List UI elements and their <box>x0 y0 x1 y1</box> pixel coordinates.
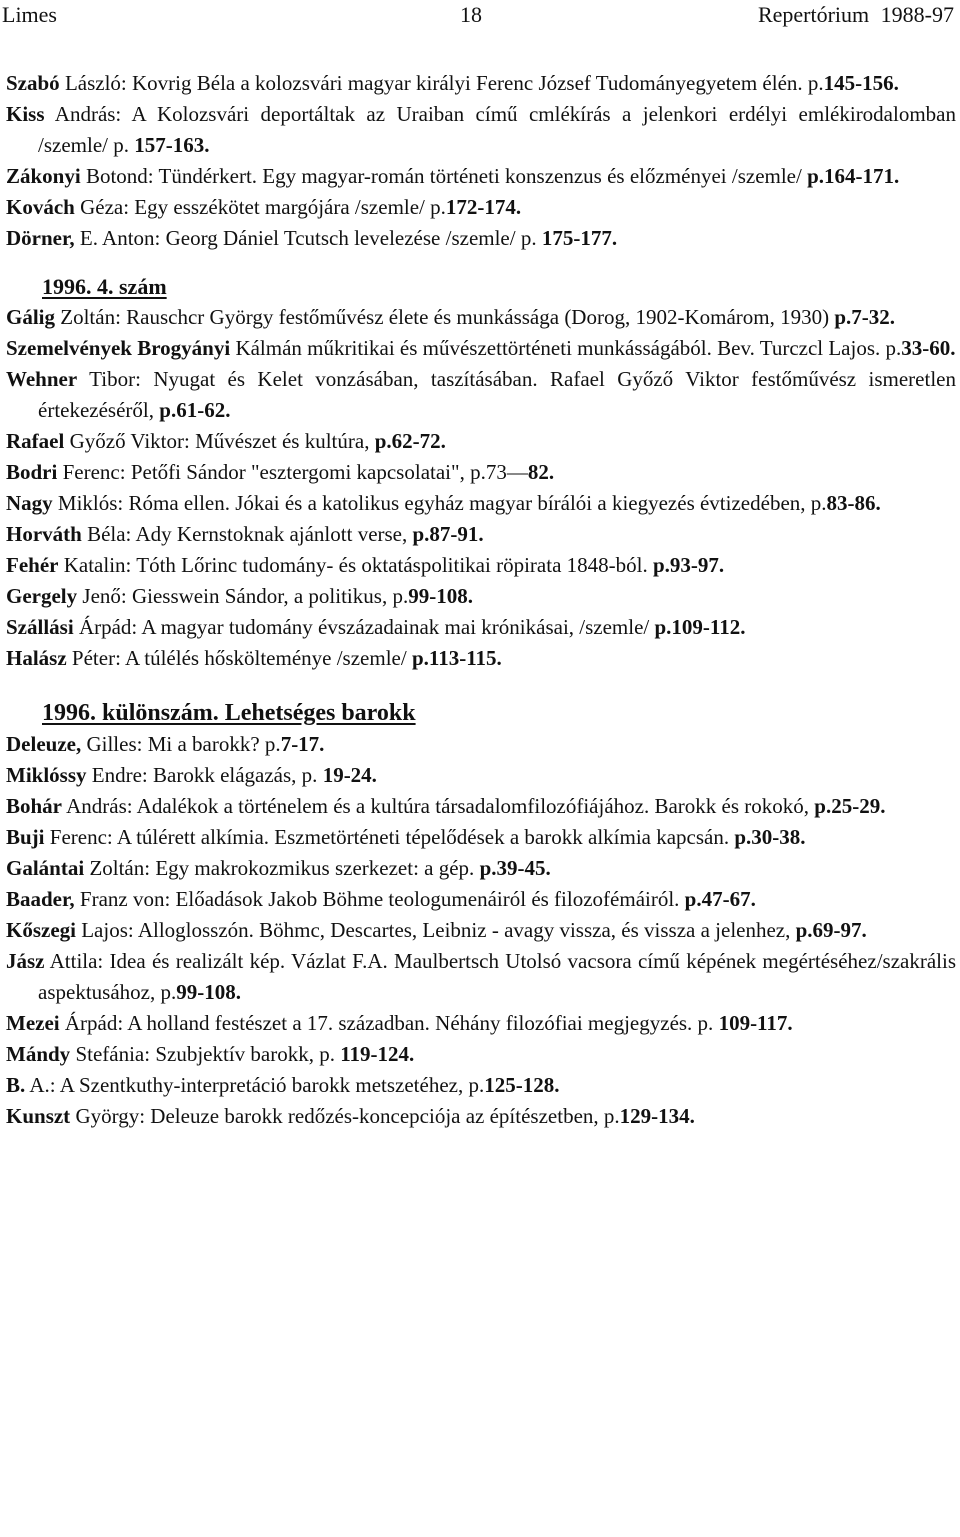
entry-title: Zoltán: Egy makrokozmikus szerkezet: a gép. <box>84 856 480 880</box>
entry-author: B. <box>6 1073 26 1097</box>
bibliography-entry <box>6 1039 956 1070</box>
entry-author: Gálig <box>6 305 56 329</box>
bibliography-entry <box>6 729 956 760</box>
entry-title: E. Anton: Georg Dániel Tcutsch levelezése /szemle/ p. <box>74 226 542 250</box>
bibliography-entry <box>6 612 956 643</box>
bibliography-entry <box>6 1008 956 1039</box>
header-journal-name: Limes <box>2 2 57 27</box>
entry-title: Árpád: A holland festészet a 17. században. Néhány filozófiai megjegyzés. p. <box>59 1011 719 1035</box>
entry-author: Horváth <box>6 522 82 546</box>
entry-title: András: A Kolozsvári deportáltak az Uraiban című cmlékírás a jelenkori erdélyi emlékirodalomban /szemle/ p. <box>38 102 956 157</box>
bibliography-entry <box>6 192 956 223</box>
entry-author: Szabó <box>6 71 60 95</box>
entry-pages: 33-60. <box>901 336 956 360</box>
entry-title: Jenő: Giesswein Sándor, a politikus, p. <box>77 584 409 608</box>
entry-pages: 129-134. <box>619 1104 695 1128</box>
entry-pages: 7-17. <box>280 732 325 756</box>
bibliography-entry <box>6 223 956 254</box>
entry-title: Géza: Egy esszékötet margójára /szemle/ p. <box>74 195 446 219</box>
running-header <box>2 2 954 30</box>
bibliography-entry <box>6 884 956 915</box>
bibliography-entry <box>6 457 956 488</box>
entry-pages: 83-86. <box>826 491 881 515</box>
bibliography-entry <box>6 581 956 612</box>
entry-title: Győző Viktor: Művészet és kultúra, <box>64 429 375 453</box>
entry-title: Miklós: Róma ellen. Jókai és a katolikus egyház magyar bírálói a kiegyezés évtizedében, p. <box>52 491 827 515</box>
bibliography-entry <box>6 1101 956 1132</box>
entry-pages: 119-124. <box>340 1042 415 1066</box>
bibliography-entry <box>6 853 956 884</box>
entry-pages: p.69-97. <box>795 918 867 942</box>
bibliography-entry <box>6 760 956 791</box>
entry-author: Szemelvények Brogyányi <box>6 336 231 360</box>
bibliography-entry <box>6 791 956 822</box>
entry-title: Endre: Barokk elágazás, p. <box>86 763 323 787</box>
entries-block-1 <box>6 68 956 254</box>
bibliography-content <box>6 68 956 1132</box>
entry-author: Miklóssy <box>6 763 87 787</box>
bibliography-entry <box>6 68 956 99</box>
entry-author: Buji <box>6 825 45 849</box>
entry-author: Kiss <box>6 102 45 126</box>
entry-author: Halász <box>6 646 67 670</box>
bibliography-entry <box>6 302 956 333</box>
entry-author: Mándy <box>6 1042 71 1066</box>
header-title: Repertórium 1988-97 <box>757 2 954 27</box>
entry-pages: p.109-112. <box>654 615 746 639</box>
bibliography-entry <box>6 946 956 1008</box>
entry-author: Dörner, <box>6 226 75 250</box>
entry-pages: p.113-115. <box>411 646 502 670</box>
entry-title: Franz von: Előadások Jakob Böhme teologumenáiról és filozofémáiról. <box>74 887 685 911</box>
entry-pages: p.7-32. <box>834 305 896 329</box>
entry-title: Botond: Tündérkert. Egy magyar-román történeti konszenzus és előzményei /szemle/ <box>80 164 808 188</box>
entry-pages: 19-24. <box>322 763 377 787</box>
bibliography-entry <box>6 364 956 426</box>
bibliography-entry <box>6 333 956 364</box>
entry-title: Béla: Ady Kernstoknak ajánlott verse, <box>81 522 413 546</box>
entry-title: Attila: Idea és realizált kép. Vázlat F.A. Maulbertsch Utolsó vacsora című képének megértéséhez/szakrális aspektusához, p. <box>38 949 956 1004</box>
entry-author: Bohár <box>6 794 63 818</box>
entry-title: Katalin: Tóth Lőrinc tudomány- és oktatáspolitikai röpirata 1848-ból. <box>58 553 653 577</box>
entry-author: Nagy <box>6 491 53 515</box>
entry-pages: 145-156. <box>823 71 899 95</box>
entry-pages: p.164-171. <box>807 164 900 188</box>
entry-title: Ferenc: Petőfi Sándor "esztergomi kapcsolatai", p.73— <box>57 460 528 484</box>
header-page-number: 18 <box>460 2 482 27</box>
entry-title: A.: A Szentkuthy-interpretáció barokk metszetéhez, p. <box>25 1073 485 1097</box>
entry-title: Lajos: Alloglosszón. Böhmc, Descartes, Leibniz - avagy vissza, és vissza a jelenhez, <box>75 918 796 942</box>
entry-author: Baader, <box>6 887 75 911</box>
entry-author: Fehér <box>6 553 59 577</box>
bibliography-entry <box>6 643 956 674</box>
entry-pages: p.30-38. <box>734 825 806 849</box>
entry-title: Tibor: Nyugat és Kelet vonzásában, taszításában. Rafael Győző Viktor festőművész ismeretlen értekezéséről, <box>38 367 956 422</box>
entry-author: Jász <box>6 949 45 973</box>
entry-author: Kovách <box>6 195 75 219</box>
bibliography-entry <box>6 426 956 457</box>
entry-pages: 175-177. <box>541 226 618 250</box>
entry-pages: p.47-67. <box>684 887 756 911</box>
entry-pages: p.61-62. <box>159 398 231 422</box>
entry-pages: 157-163. <box>134 133 210 157</box>
entry-pages: 172-174. <box>445 195 522 219</box>
entry-pages: 109-117. <box>718 1011 793 1035</box>
entry-pages: p.93-97. <box>652 553 725 577</box>
entry-author: Bodri <box>6 460 58 484</box>
entry-author: Szállási <box>6 615 74 639</box>
entry-author: Rafael <box>6 429 65 453</box>
entry-title: Stefánia: Szubjektív barokk, p. <box>70 1042 341 1066</box>
entries-block-2 <box>6 302 956 674</box>
entry-author: Galántai <box>6 856 85 880</box>
entry-title: Árpád: A magyar tudomány évszázadainak mai krónikásai, /szemle/ <box>73 615 655 639</box>
entry-title: László: Kovrig Béla a kolozsvári magyar királyi Ferenc József Tudományegyetem élén. p. <box>59 71 824 95</box>
entries-block-3 <box>6 729 956 1132</box>
bibliography-entry <box>6 822 956 853</box>
entry-title: Zoltán: Rauschcr György festőművész élete és munkássága (Dorog, 1902-Komárom, 1930) <box>55 305 835 329</box>
entry-author: Zákonyi <box>6 164 81 188</box>
entry-author: Gergely <box>6 584 78 608</box>
entry-pages: 99-108. <box>176 980 241 1004</box>
bibliography-entry <box>6 519 956 550</box>
entry-pages: p.87-91. <box>412 522 484 546</box>
bibliography-entry <box>6 99 956 161</box>
entry-title: Gilles: Mi a barokk? p. <box>81 732 281 756</box>
entry-pages: 82. <box>527 460 555 484</box>
section-heading-1996-4: 1996. 4. szám <box>42 274 167 299</box>
bibliography-entry <box>6 488 956 519</box>
entry-author: Wehner <box>6 367 78 391</box>
entry-pages: p.25-29. <box>814 794 886 818</box>
section-heading-1996-special: 1996. különszám. Lehetséges barokk <box>42 700 416 726</box>
entry-pages: 99-108. <box>408 584 473 608</box>
bibliography-entry <box>6 161 956 192</box>
entry-pages: 125-128. <box>484 1073 560 1097</box>
entry-title: András: Adalékok a történelem és a kultúra társadalomfilozófiájához. Barokk és rokokó, <box>62 794 815 818</box>
entry-author: Kunszt <box>6 1104 71 1128</box>
entry-author: Kőszegi <box>6 918 76 942</box>
bibliography-entry <box>6 550 956 581</box>
entry-author: Mezei <box>6 1011 60 1035</box>
entry-author: Deleuze, <box>6 732 82 756</box>
entry-title: Péter: A túlélés hősköltеménye /szemle/ <box>66 646 412 670</box>
entry-title: Ferenc: A túlérett alkímia. Eszmetörténeti tépelődések a barokk alkímia kapcsán. <box>44 825 735 849</box>
entry-pages: p.62-72. <box>374 429 446 453</box>
entry-title: György: Deleuze barokk redőzés-koncepciója az építészetben, p. <box>70 1104 620 1128</box>
bibliography-entry <box>6 915 956 946</box>
entry-title: Kálmán műkritikai és művészettörténeti munkásságából. Bev. Turczcl Lajos. p. <box>230 336 902 360</box>
entry-pages: p.39-45. <box>479 856 551 880</box>
bibliography-entry <box>6 1070 956 1101</box>
